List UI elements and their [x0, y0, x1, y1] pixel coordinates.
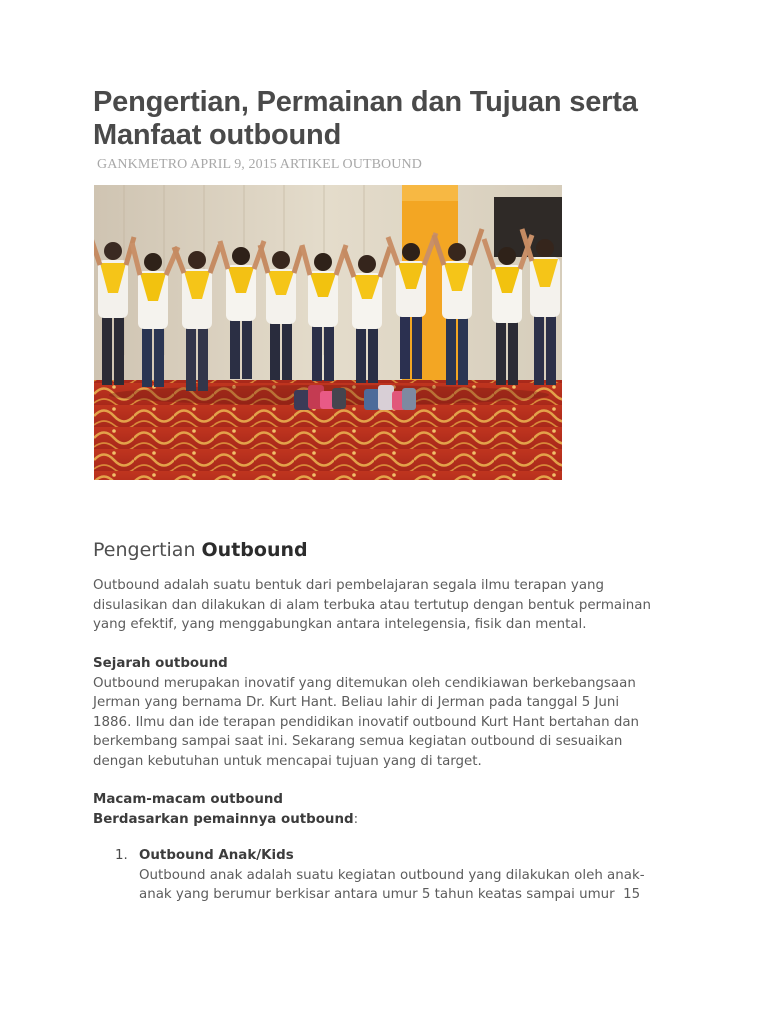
- section-heading-bold: Outbound: [201, 539, 308, 561]
- by-player-label: Berdasarkan pemainnya outbound: [93, 811, 354, 827]
- intro-line: disulasikan dan dilakukan di alam terbuka atau tertutup dengan bentuk permainan: [93, 597, 651, 613]
- history-line: berkembang sampai saat ini. Sekarang semua kegiatan outbound di sesuaikan: [93, 734, 623, 750]
- article-author[interactable]: GANKMETRO: [97, 157, 188, 172]
- list-item: [93, 846, 693, 905]
- intro-paragraph: [93, 576, 693, 635]
- article-meta: [97, 157, 422, 173]
- types-label: Macam-macam outbound: [93, 792, 283, 807]
- history-label: Sejarah outbound: [93, 656, 228, 671]
- list-item-number: 1.: [115, 848, 128, 863]
- list-item-line: anak yang berumur berkisar antara umur 5 tahun keatas sampai umur 15: [139, 887, 641, 903]
- section-heading-plain: Pengertian: [93, 539, 202, 561]
- by-player-colon: :: [353, 811, 359, 827]
- article-title-line-1: Pengertian, Permainan dan Tujuan serta: [93, 86, 638, 118]
- outbound-type-list: [93, 846, 693, 905]
- list-item-line: Outbound anak adalah suatu kegiatan outbound yang dilakukan oleh anak-: [139, 867, 645, 883]
- article-date: APRIL 9, 2015: [190, 157, 277, 172]
- section-heading: [93, 539, 308, 561]
- intro-line: yang efektif, yang menggabungkan antara intelegensia, fisik dan mental.: [93, 617, 587, 633]
- article-title-line-2: Manfaat outbound: [93, 119, 342, 151]
- types-paragraph: [93, 790, 693, 829]
- history-line: Outbound merupakan inovatif yang ditemukan oleh cendikiawan berkebangsaan: [93, 675, 636, 691]
- group-photo-illustration: [94, 185, 562, 480]
- article-category[interactable]: ARTIKEL OUTBOUND: [279, 157, 422, 172]
- history-line: 1886. Ilmu dan ide terapan pendidikan inovatif outbound Kurt Hant bertahan dan: [93, 714, 640, 730]
- history-line: dengan kebutuhan untuk mencapai tujuan yang di target.: [93, 753, 482, 769]
- article-photo: [94, 185, 562, 480]
- history-line: Jerman yang bernama Dr. Kurt Hant. Beliau lahir di Jerman pada tanggal 5 Juni: [93, 695, 620, 711]
- intro-line: Outbound adalah suatu bentuk dari pembelajaran segala ilmu terapan yang: [93, 578, 605, 593]
- article-title: [93, 86, 713, 152]
- list-item-title: Outbound Anak/Kids: [139, 848, 294, 863]
- history-paragraph: [93, 654, 693, 772]
